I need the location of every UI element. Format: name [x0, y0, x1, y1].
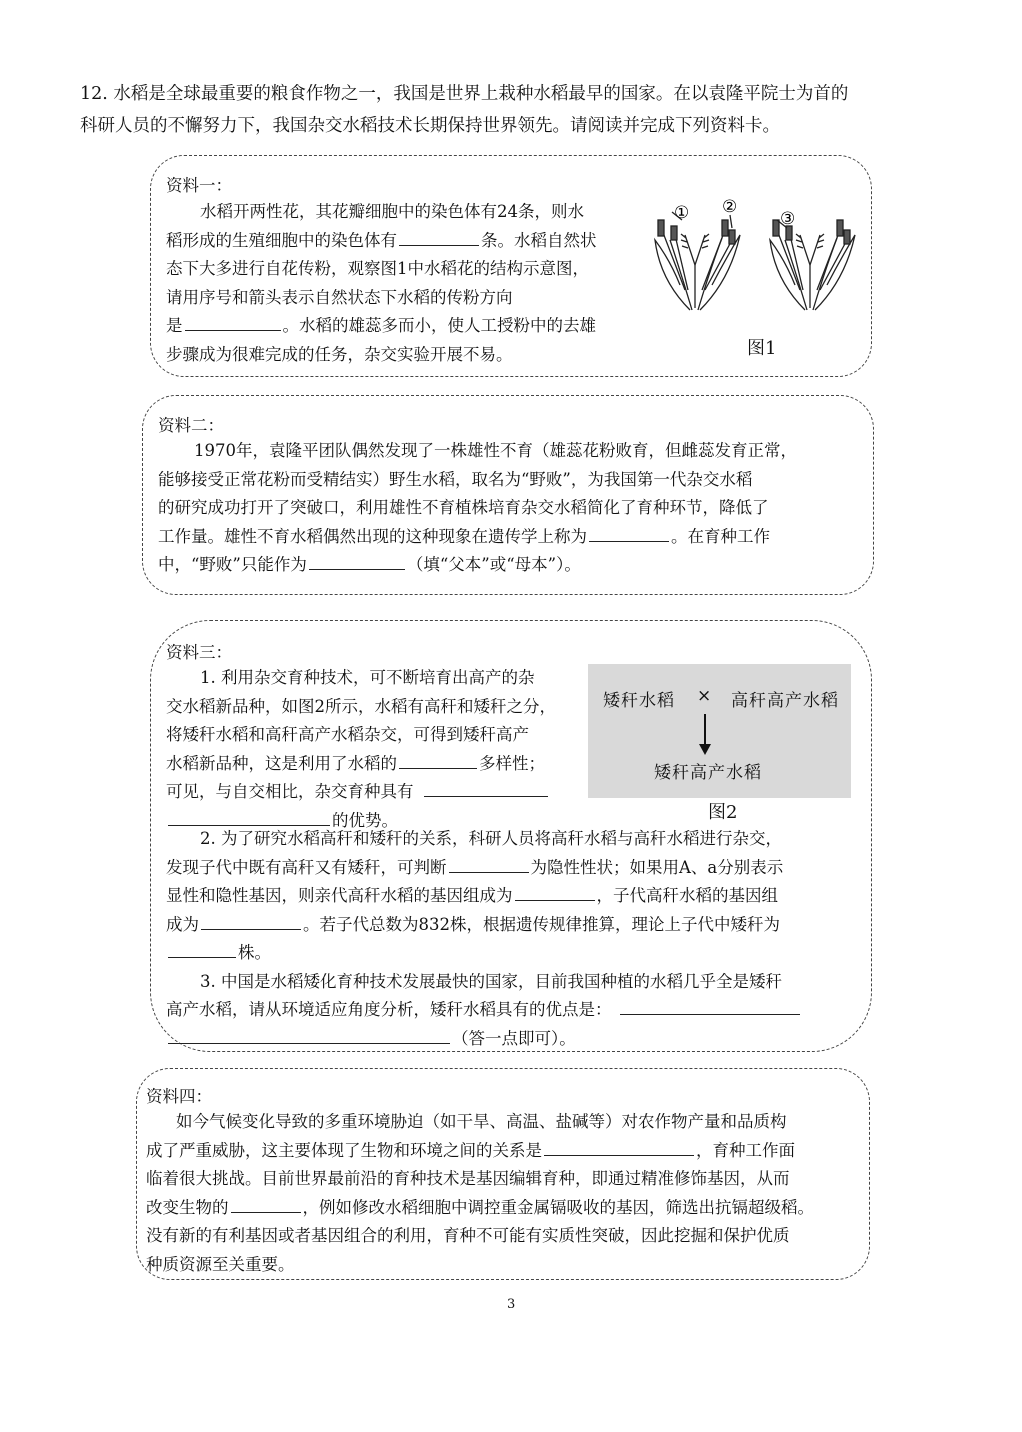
- card-3-p2-line-3a: 显性和隐性基因，则亲代高秆水稻的基因组成为: [166, 886, 513, 905]
- question-stem: [80, 78, 960, 142]
- card-2-line-2: 能够接受正常花粉而受精结实）野生水稻，取名为“野败”，为我国第一代杂交水稻: [158, 469, 753, 489]
- card-1-line-5b: 。水稻的雄蕊多而小，使人工授粉中的去雄: [282, 316, 596, 335]
- answer-blank-recessive[interactable]: [449, 854, 529, 873]
- card-1-line-5: [166, 312, 646, 341]
- fig2-parent-dwarf: 矮秆水稻: [603, 691, 675, 711]
- fig2-down-arrow: [698, 714, 712, 756]
- card-3-part-1: [166, 664, 596, 835]
- card-2-line-3: 的研究成功打开了突破口，利用雄性不育植株培育杂交水稻简化了育种环节，降低了: [158, 498, 769, 517]
- answer-blank-trait[interactable]: [231, 1194, 301, 1213]
- fig2-offspring: 矮秆高产水稻: [654, 763, 762, 783]
- card-3-part-2: [166, 825, 866, 1053]
- question-line-1: 12. 水稻是全球最重要的粮食作物之一，我国是世界上栽种水稻最早的国家。在以袁隆平院士为首的: [80, 84, 849, 104]
- card-3-p1-line-3: 将矮秆水稻和高秆高产水稻杂交，可得到矮秆高产: [166, 725, 529, 744]
- card-4-line-2b: ，育种工作面: [696, 1140, 795, 1160]
- card-3-p2-line-5: [166, 939, 866, 968]
- answer-blank-dwarf-benefit-a[interactable]: [620, 996, 800, 1015]
- page-number: 3: [507, 1297, 516, 1312]
- card-4-line-5: 没有新的有利基因或者基因组合的利用，育种不可能有实质性突破，因此挖掘和保护优质: [146, 1226, 790, 1245]
- rice-flower-2: [770, 220, 855, 310]
- card-2-line-1: 1970年，袁隆平团队偶然发现了一株雄性不育（雄蕊花粉败育，但雌蕊发育正常，: [194, 441, 797, 460]
- card-4-title: 资料四：: [146, 1087, 212, 1106]
- card-3-title: 资料三：: [166, 643, 232, 662]
- answer-blank-pollination[interactable]: [185, 312, 281, 331]
- fig2-caption: 图2: [708, 802, 738, 823]
- card-3-p2-line-1: 2. 为了研究水稻高秆和矮秆的关系，科研人员将高秆水稻与高秆水稻进行杂交，: [200, 829, 782, 848]
- card-3-p2-line-3b: ，子代高秆水稻的基因组: [596, 886, 778, 905]
- card-3-p2-line-2a: 发现子代中既有高秆又有矮秆，可判断: [166, 857, 447, 877]
- card-3-p3-line-1: 3. 中国是水稻矮化育种技术发展最快的国家，目前我国种植的水稻几乎全是矮秆: [200, 971, 782, 991]
- card-2-line-5b: （填“父本”或“母本”）。: [406, 555, 581, 574]
- card-1-title: 资料一：: [166, 176, 232, 195]
- fig1-marker-3: ③: [780, 209, 796, 229]
- card-3-p1-line-1: 1. 利用杂交育种技术，可不断培育出高产的杂: [200, 668, 535, 687]
- card-3-p3-line-2: [166, 996, 866, 1025]
- card-1-line-5a: 是: [166, 316, 183, 335]
- fig1-marker-2: ②: [722, 197, 738, 217]
- fig1-marker-1: ①: [674, 203, 690, 223]
- card-1-line-2a: 稻形成的生殖细胞中的染色体有: [166, 230, 397, 250]
- card-4-line-2: [146, 1137, 868, 1166]
- card-3-p1-line-4b: 多样性；: [479, 753, 545, 773]
- answer-blank-offspring-genotype[interactable]: [201, 911, 301, 930]
- card-3-p1-line-5: [166, 778, 596, 807]
- answer-blank-diversity[interactable]: [399, 750, 477, 769]
- card-3-p3-line-3-text: （答一点即可）。: [452, 1028, 576, 1048]
- card-1-text: [166, 198, 646, 369]
- card-3-p1-line-6-text: 的优势。: [332, 810, 398, 830]
- card-3-p3-line-2-text: 高产水稻，请从环境适应角度分析，矮秆水稻具有的优点是：: [166, 1000, 612, 1019]
- card-3-p2-line-4b: 。若子代总数为832株，根据遗传规律推算，理论上子代中矮秆为: [303, 914, 780, 934]
- card-1-line-1: 水稻开两性花，其花瓣细胞中的染色体有24条，则水: [200, 202, 584, 221]
- card-3-p1-line-5-text: 可见，与自交相比，杂交育种具有: [166, 782, 414, 801]
- card-4-line-3: 临着很大挑战。目前世界最前沿的育种技术是基因编辑育种，即通过精准修饰基因，从而: [146, 1169, 790, 1188]
- answer-blank-parent[interactable]: [309, 551, 405, 570]
- card-4-line-4b: ，例如修改水稻细胞中调控重金属镉吸收的基因，筛选出抗镉超级稻。: [302, 1197, 814, 1217]
- card-2-line-5a: 中，“野败”只能作为: [158, 555, 307, 574]
- card-3-p2-line-3: [166, 882, 866, 911]
- answer-blank-dwarf-count[interactable]: [168, 939, 236, 958]
- card-4-line-4a: 改变生物的: [146, 1197, 229, 1217]
- fig1-caption: 图1: [747, 338, 777, 359]
- card-4-line-6: 种质资源至关重要。: [146, 1254, 295, 1274]
- card-1-line-4: 请用序号和箭头表示自然状态下水稻的传粉方向: [166, 287, 513, 307]
- rice-flower-figure: [640, 190, 860, 320]
- card-4-line-4: [146, 1194, 868, 1223]
- card-1-line-2: [166, 227, 646, 256]
- card-4-line-2a: 成了严重威胁，这主要体现了生物和环境之间的关系是: [146, 1140, 542, 1160]
- card-2-line-4a: 工作量。雄性不育水稻偶然出现的这种现象在遗传学上称为: [158, 526, 587, 546]
- card-2-line-4: [158, 523, 868, 552]
- question-line-2: 科研人员的不懈努力下，我国杂交水稻技术长期保持世界领先。请阅读并完成下列资料卡。: [80, 116, 780, 136]
- answer-blank-advantage-a[interactable]: [424, 778, 548, 797]
- card-4-text: [146, 1108, 868, 1279]
- card-3-p1-line-2: 交水稻新品种，如图2所示，水稻有高秆和矮秆之分，: [166, 696, 556, 716]
- answer-blank-parent-genotype[interactable]: [515, 882, 595, 901]
- answer-blank-mutation[interactable]: [589, 523, 669, 542]
- card-1-line-6: 步骤成为很难完成的任务，杂交实验开展不易。: [166, 344, 513, 364]
- card-4-line-1: 如今气候变化导致的多重环境胁迫（如干旱、高温、盐碱等）对农作物产量和品质构: [176, 1112, 787, 1131]
- card-3-p1-line-4: [166, 750, 596, 779]
- card-3-p1-line-4a: 水稻新品种，这是利用了水稻的: [166, 753, 397, 773]
- card-3-p3-line-3: [166, 1025, 866, 1054]
- card-2-line-4b: 。在育种工作: [671, 526, 770, 546]
- card-2-title: 资料二：: [158, 416, 224, 435]
- card-3-p2-line-4a: 成为: [166, 914, 199, 934]
- card-1-line-3: 态下大多进行自花传粉，观察图1中水稻花的结构示意图，: [166, 259, 589, 278]
- answer-blank-advantage-b[interactable]: [168, 807, 330, 826]
- card-3-p2-line-5-text: 株。: [238, 943, 271, 962]
- card-2-line-5: [158, 551, 868, 580]
- card-1-line-2b: 条。水稻自然状: [481, 230, 597, 250]
- answer-blank-relationship[interactable]: [544, 1137, 694, 1156]
- fig2-parent-tall: 高秆高产水稻: [731, 691, 839, 711]
- fig2-cross-symbol: ×: [697, 686, 713, 706]
- answer-blank-dwarf-benefit-b[interactable]: [168, 1025, 450, 1044]
- card-3-p2-line-2: [166, 854, 866, 883]
- card-2-text: [158, 437, 868, 580]
- answer-blank-chromosome[interactable]: [399, 227, 479, 246]
- card-3-p2-line-4: [166, 911, 866, 940]
- card-3-p2-line-2b: 为隐性性状；如果用A、a分别表示: [530, 857, 784, 877]
- rice-flower-1: [655, 212, 740, 310]
